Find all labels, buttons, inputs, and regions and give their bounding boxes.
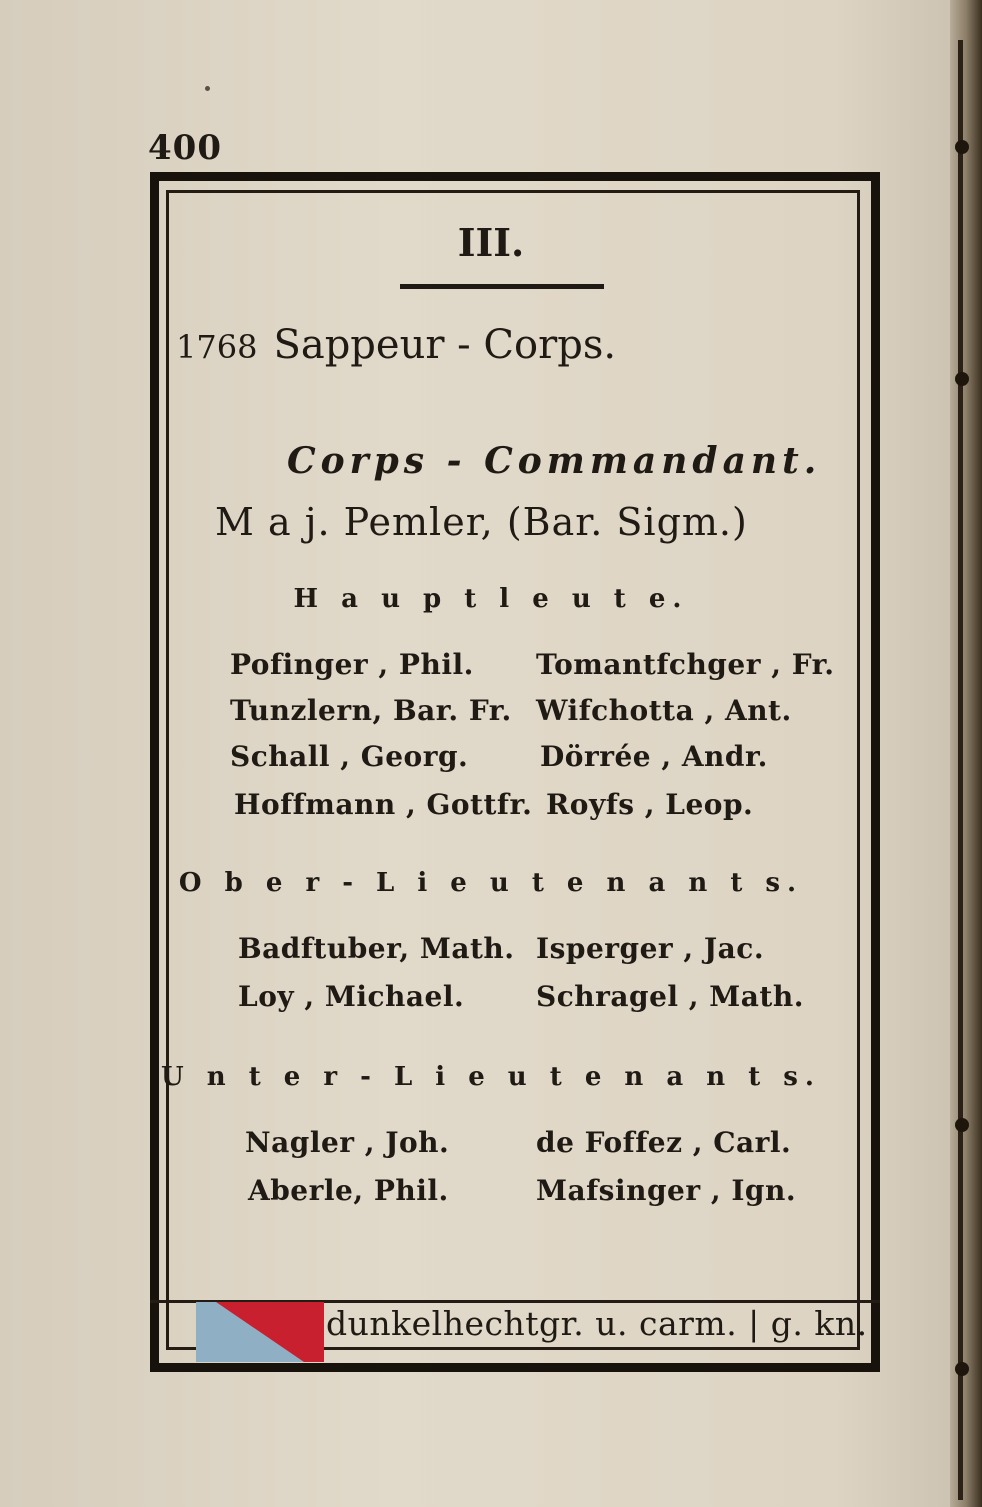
unter-lieutenants-heading: U n t e r - L i e u t e n a n t s.	[161, 1062, 821, 1092]
officer-name: Tunzlern, Bar. Fr.	[230, 694, 512, 727]
officer-name: Mafsinger , Ign.	[536, 1174, 797, 1207]
ink-speck	[205, 86, 210, 91]
officer-name: Hoffmann , Gottfr.	[234, 788, 533, 821]
binding-knot	[955, 1362, 969, 1376]
officer-name: Schragel , Math.	[536, 980, 804, 1013]
binding-knot	[955, 1118, 969, 1132]
hauptleute-heading: H a u p t l e u t e.	[293, 584, 689, 614]
founding-year: 1768	[176, 328, 258, 366]
ober-lieutenants-heading: O b e r - L i e u t e n a n t s.	[178, 868, 804, 898]
binding-knot	[955, 372, 969, 386]
uniform-color-swatch-graphic	[196, 1302, 324, 1362]
officer-name: Loy , Michael.	[238, 980, 465, 1013]
corps-name: Sappeur - Corps.	[273, 322, 617, 368]
officer-name: Schall , Georg.	[230, 740, 469, 773]
uniform-description: dunkelhechtgr. u. carm. | g. kn.	[326, 1304, 868, 1343]
commandant-name: M a j. Pemler, (Bar. Sigm.)	[215, 500, 748, 544]
officer-name: Royfs , Leop.	[546, 788, 754, 821]
uniform-color-swatch	[196, 1302, 324, 1362]
corps-heading	[176, 322, 616, 368]
officer-name: Wifchotta , Ant.	[536, 694, 792, 727]
officer-name: Nagler , Joh.	[245, 1126, 450, 1159]
officer-name: Tomantfchger , Fr.	[536, 648, 835, 681]
binding-knot	[955, 140, 969, 154]
officer-name: Pofinger , Phil.	[230, 648, 474, 681]
officer-name: Aberle, Phil.	[248, 1174, 449, 1207]
officer-name: de Foffez , Carl.	[536, 1126, 792, 1159]
page-number: 400	[148, 128, 222, 168]
officer-name: Dörrée , Andr.	[540, 740, 768, 773]
officer-name: Badftuber, Math.	[238, 932, 515, 965]
title-rule	[400, 284, 604, 289]
section-numeral: III.	[457, 220, 525, 265]
commandant-heading: Corps - Commandant.	[287, 440, 822, 482]
officer-name: Isperger , Jac.	[536, 932, 765, 965]
